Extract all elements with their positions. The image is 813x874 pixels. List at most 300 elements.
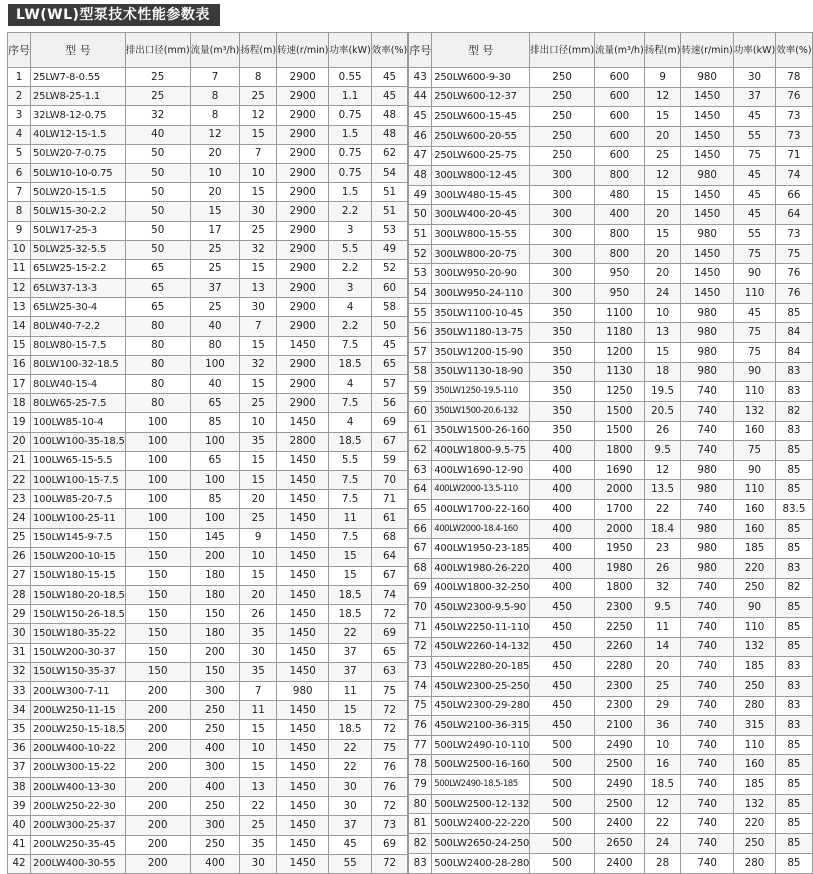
cell-head: 25 — [644, 676, 681, 696]
cell-power: 4 — [329, 413, 371, 432]
cell-head: 10 — [240, 739, 277, 758]
cell-flow: 10 — [190, 163, 240, 182]
cell-speed: 980 — [681, 460, 733, 480]
cell-head: 10 — [240, 413, 277, 432]
cell-caliber: 200 — [125, 758, 190, 777]
cell-no: 22 — [8, 470, 31, 489]
cell-model: 400LW1800-9.5-75 — [432, 441, 530, 461]
cell-head: 12 — [644, 794, 681, 814]
cell-model: 450LW2250-11-110 — [432, 617, 530, 637]
table-row — [8, 777, 408, 796]
cell-no: 70 — [409, 598, 432, 618]
table-row — [409, 735, 812, 755]
cell-model: 50LW10-10-0.75 — [31, 163, 126, 182]
cell-caliber: 25 — [125, 68, 190, 87]
cell-no: 30 — [8, 624, 31, 643]
cell-efficiency: 71 — [371, 490, 407, 509]
table-row — [409, 126, 812, 146]
cell-head: 22 — [644, 500, 681, 520]
cell-no: 42 — [8, 854, 31, 873]
cell-efficiency: 85 — [776, 460, 812, 480]
cell-model: 150LW180-15-15 — [31, 566, 126, 585]
cell-caliber: 250 — [530, 107, 595, 127]
cell-flow: 2000 — [595, 480, 645, 500]
cell-speed: 1450 — [277, 739, 329, 758]
cell-caliber: 400 — [530, 460, 595, 480]
cell-flow: 2000 — [595, 519, 645, 539]
table-row — [409, 519, 812, 539]
cell-head: 9 — [644, 68, 681, 88]
cell-speed: 740 — [681, 833, 733, 853]
cell-efficiency: 83.5 — [776, 500, 812, 520]
cell-no: 72 — [409, 637, 432, 657]
table-row — [409, 637, 812, 657]
cell-no: 5 — [8, 144, 31, 163]
cell-model: 50LW17-25-3 — [31, 221, 126, 240]
cell-no: 16 — [8, 355, 31, 374]
cell-efficiency: 85 — [776, 853, 812, 873]
cell-power: 75 — [733, 342, 775, 362]
cell-efficiency: 45 — [371, 68, 407, 87]
cell-head: 13 — [644, 323, 681, 343]
cell-flow: 2500 — [595, 794, 645, 814]
table-row — [409, 342, 812, 362]
cell-speed: 1450 — [681, 185, 733, 205]
cell-no: 40 — [8, 816, 31, 835]
cell-flow: 25 — [190, 259, 240, 278]
cell-model: 450LW2300-9.5-90 — [432, 598, 530, 618]
cell-flow: 25 — [190, 240, 240, 259]
cell-efficiency: 61 — [371, 509, 407, 528]
cell-power: 5.5 — [329, 240, 371, 259]
header-flow: 流量(m³/h) — [595, 33, 645, 68]
header-speed: 转速(r/min) — [681, 33, 733, 68]
cell-caliber: 400 — [530, 519, 595, 539]
cell-efficiency: 64 — [776, 205, 812, 225]
cell-power: 55 — [329, 854, 371, 873]
cell-head: 10 — [240, 547, 277, 566]
cell-model: 40LW12-15-1.5 — [31, 125, 126, 144]
cell-no: 33 — [8, 682, 31, 701]
cell-no: 81 — [409, 814, 432, 834]
cell-efficiency: 48 — [371, 106, 407, 125]
cell-efficiency: 85 — [776, 519, 812, 539]
cell-no: 73 — [409, 657, 432, 677]
cell-model: 350LW1500-20.6-132 — [432, 401, 530, 421]
cell-flow: 2300 — [595, 598, 645, 618]
cell-speed: 740 — [681, 500, 733, 520]
cell-power: 18.5 — [329, 586, 371, 605]
cell-speed: 1450 — [277, 451, 329, 470]
cell-speed: 2900 — [277, 183, 329, 202]
cell-model: 400LW1950-23-185 — [432, 539, 530, 559]
cell-model: 450LW2260-14-132 — [432, 637, 530, 657]
cell-caliber: 40 — [125, 125, 190, 144]
cell-flow: 400 — [595, 205, 645, 225]
cell-caliber: 300 — [530, 166, 595, 186]
cell-speed: 740 — [681, 755, 733, 775]
cell-speed: 2900 — [277, 106, 329, 125]
cell-caliber: 80 — [125, 355, 190, 374]
cell-caliber: 350 — [530, 323, 595, 343]
cell-speed: 980 — [681, 303, 733, 323]
cell-head: 7 — [240, 682, 277, 701]
cell-efficiency: 64 — [371, 547, 407, 566]
cell-power: 18.5 — [329, 720, 371, 739]
cell-flow: 250 — [190, 701, 240, 720]
cell-head: 10 — [644, 735, 681, 755]
table-row — [8, 144, 408, 163]
cell-no: 53 — [409, 264, 432, 284]
cell-model: 300LW800-20-75 — [432, 244, 530, 264]
cell-caliber: 300 — [530, 205, 595, 225]
cell-efficiency: 57 — [371, 375, 407, 394]
cell-speed: 980 — [681, 342, 733, 362]
cell-efficiency: 48 — [371, 125, 407, 144]
cell-speed: 1450 — [277, 777, 329, 796]
cell-speed: 2800 — [277, 432, 329, 451]
table-row — [409, 480, 812, 500]
cell-no: 78 — [409, 755, 432, 775]
cell-power: 22 — [329, 758, 371, 777]
cell-speed: 2900 — [277, 298, 329, 317]
cell-head: 15 — [644, 107, 681, 127]
cell-flow: 2280 — [595, 657, 645, 677]
cell-speed: 740 — [681, 382, 733, 402]
cell-flow: 2300 — [595, 696, 645, 716]
cell-caliber: 250 — [530, 126, 595, 146]
table-row — [8, 547, 408, 566]
table-row — [409, 146, 812, 166]
table-row — [8, 298, 408, 317]
cell-caliber: 300 — [530, 244, 595, 264]
cell-efficiency: 58 — [371, 298, 407, 317]
cell-speed: 1450 — [277, 701, 329, 720]
table-row — [8, 624, 408, 643]
cell-head: 29 — [644, 696, 681, 716]
cell-caliber: 350 — [530, 362, 595, 382]
cell-no: 80 — [409, 794, 432, 814]
cell-power: 37 — [329, 816, 371, 835]
cell-speed: 980 — [681, 225, 733, 245]
cell-power: 11 — [329, 682, 371, 701]
cell-head: 20 — [240, 586, 277, 605]
table-row — [409, 696, 812, 716]
cell-speed: 740 — [681, 676, 733, 696]
cell-flow: 1800 — [595, 578, 645, 598]
cell-power: 18.5 — [329, 355, 371, 374]
cell-speed: 1450 — [681, 126, 733, 146]
table-row — [8, 259, 408, 278]
cell-caliber: 65 — [125, 298, 190, 317]
cell-speed: 2900 — [277, 279, 329, 298]
cell-model: 150LW200-30-37 — [31, 643, 126, 662]
table-row — [409, 853, 812, 873]
cell-model: 500LW2650-24-250 — [432, 833, 530, 853]
cell-model: 80LW65-25-7.5 — [31, 394, 126, 413]
table-row — [409, 578, 812, 598]
table-body-left — [8, 68, 408, 874]
cell-flow: 2300 — [595, 676, 645, 696]
cell-power: 160 — [733, 500, 775, 520]
cell-no: 67 — [409, 539, 432, 559]
cell-speed: 740 — [681, 401, 733, 421]
cell-head: 25 — [240, 221, 277, 240]
cell-head: 30 — [240, 854, 277, 873]
cell-efficiency: 65 — [371, 643, 407, 662]
cell-head: 24 — [644, 833, 681, 853]
cell-model: 200LW250-35-45 — [31, 835, 126, 854]
cell-efficiency: 66 — [776, 185, 812, 205]
cell-model: 150LW150-26-18.5 — [31, 605, 126, 624]
cell-model: 65LW25-30-4 — [31, 298, 126, 317]
table-row — [8, 816, 408, 835]
table-row — [409, 559, 812, 579]
cell-model: 300LW950-20-90 — [432, 264, 530, 284]
cell-caliber: 150 — [125, 662, 190, 681]
cell-efficiency: 82 — [776, 401, 812, 421]
cell-speed: 1450 — [277, 547, 329, 566]
cell-model: 300LW800-15-55 — [432, 225, 530, 245]
cell-model: 32LW8-12-0.75 — [31, 106, 126, 125]
cell-model: 100LW100-35-18.5 — [31, 432, 126, 451]
cell-model: 500LW2400-28-280 — [432, 853, 530, 873]
cell-model: 80LW40-15-4 — [31, 375, 126, 394]
header-model: 型 号 — [31, 33, 126, 68]
cell-model: 25LW7-8-0.55 — [31, 68, 126, 87]
cell-no: 69 — [409, 578, 432, 598]
table-row — [8, 566, 408, 585]
table-row — [8, 797, 408, 816]
cell-no: 58 — [409, 362, 432, 382]
cell-model: 400LW2000-13.5-110 — [432, 480, 530, 500]
cell-speed: 1450 — [681, 107, 733, 127]
cell-model: 200LW300-7-11 — [31, 682, 126, 701]
cell-no: 77 — [409, 735, 432, 755]
cell-model: 350LW1200-15-90 — [432, 342, 530, 362]
cell-speed: 980 — [681, 519, 733, 539]
cell-head: 25 — [240, 87, 277, 106]
cell-model: 250LW600-25-75 — [432, 146, 530, 166]
cell-caliber: 200 — [125, 777, 190, 796]
header-efficiency: 效率(%) — [371, 33, 407, 68]
cell-head: 36 — [644, 716, 681, 736]
cell-caliber: 200 — [125, 720, 190, 739]
cell-no: 32 — [8, 662, 31, 681]
cell-head: 23 — [644, 539, 681, 559]
cell-power: 220 — [733, 814, 775, 834]
cell-caliber: 150 — [125, 586, 190, 605]
cell-no: 35 — [8, 720, 31, 739]
cell-power: 1.1 — [329, 87, 371, 106]
table-row — [409, 225, 812, 245]
cell-no: 65 — [409, 500, 432, 520]
cell-speed: 2900 — [277, 221, 329, 240]
cell-speed: 1450 — [277, 509, 329, 528]
cell-head: 18.4 — [644, 519, 681, 539]
cell-head: 11 — [240, 701, 277, 720]
cell-no: 8 — [8, 202, 31, 221]
cell-head: 20 — [240, 490, 277, 509]
cell-head: 15 — [644, 225, 681, 245]
cell-efficiency: 85 — [776, 735, 812, 755]
cell-flow: 1980 — [595, 559, 645, 579]
cell-model: 300LW950-24-110 — [432, 284, 530, 304]
table-row — [409, 284, 812, 304]
cell-head: 30 — [240, 643, 277, 662]
cell-speed: 1450 — [681, 244, 733, 264]
cell-no: 2 — [8, 87, 31, 106]
cell-flow: 300 — [190, 682, 240, 701]
cell-flow: 1700 — [595, 500, 645, 520]
cell-speed: 980 — [681, 166, 733, 186]
cell-efficiency: 62 — [371, 144, 407, 163]
table-row — [8, 854, 408, 873]
cell-no: 17 — [8, 375, 31, 394]
cell-no: 13 — [8, 298, 31, 317]
cell-power: 0.55 — [329, 68, 371, 87]
table-row — [409, 755, 812, 775]
cell-speed: 980 — [681, 362, 733, 382]
cell-model: 450LW2280-20-185 — [432, 657, 530, 677]
cell-model: 350LW1100-10-45 — [432, 303, 530, 323]
cell-head: 11 — [644, 617, 681, 637]
cell-flow: 180 — [190, 586, 240, 605]
cell-no: 11 — [8, 259, 31, 278]
cell-flow: 200 — [190, 643, 240, 662]
cell-efficiency: 50 — [371, 317, 407, 336]
cell-efficiency: 76 — [776, 87, 812, 107]
cell-caliber: 50 — [125, 221, 190, 240]
cell-speed: 740 — [681, 617, 733, 637]
cell-speed: 980 — [277, 682, 329, 701]
cell-caliber: 50 — [125, 144, 190, 163]
cell-caliber: 65 — [125, 259, 190, 278]
cell-caliber: 100 — [125, 470, 190, 489]
cell-model: 200LW400-30-55 — [31, 854, 126, 873]
cell-speed: 980 — [681, 68, 733, 88]
cell-power: 45 — [733, 185, 775, 205]
cell-flow: 7 — [190, 68, 240, 87]
cell-speed: 1450 — [681, 146, 733, 166]
cell-power: 1.5 — [329, 125, 371, 144]
cell-efficiency: 83 — [776, 382, 812, 402]
cell-caliber: 200 — [125, 797, 190, 816]
cell-flow: 65 — [190, 451, 240, 470]
cell-flow: 85 — [190, 413, 240, 432]
cell-efficiency: 76 — [371, 758, 407, 777]
cell-no: 66 — [409, 519, 432, 539]
cell-head: 32 — [644, 578, 681, 598]
cell-efficiency: 84 — [776, 342, 812, 362]
cell-model: 500LW2490-18.5-185 — [432, 775, 530, 795]
cell-head: 14 — [644, 637, 681, 657]
table-row — [8, 470, 408, 489]
cell-power: 110 — [733, 617, 775, 637]
table-row — [409, 323, 812, 343]
cell-speed: 1450 — [277, 720, 329, 739]
cell-speed: 740 — [681, 853, 733, 873]
cell-no: 27 — [8, 566, 31, 585]
cell-power: 7.5 — [329, 470, 371, 489]
table-header-row — [8, 33, 408, 68]
cell-power: 220 — [733, 559, 775, 579]
cell-caliber: 150 — [125, 605, 190, 624]
table-row — [8, 605, 408, 624]
cell-no: 50 — [409, 205, 432, 225]
cell-efficiency: 71 — [776, 146, 812, 166]
cell-caliber: 350 — [530, 401, 595, 421]
cell-flow: 600 — [595, 126, 645, 146]
cell-model: 400LW2000-18.4-160 — [432, 519, 530, 539]
cell-power: 160 — [733, 421, 775, 441]
table-row — [8, 490, 408, 509]
cell-flow: 100 — [190, 509, 240, 528]
cell-head: 12 — [644, 87, 681, 107]
cell-head: 30 — [240, 202, 277, 221]
cell-efficiency: 85 — [776, 441, 812, 461]
cell-speed: 740 — [681, 637, 733, 657]
table-row — [8, 758, 408, 777]
cell-speed: 1450 — [277, 413, 329, 432]
cell-model: 200LW400-13-30 — [31, 777, 126, 796]
cell-flow: 40 — [190, 375, 240, 394]
cell-model: 500LW2500-16-160 — [432, 755, 530, 775]
cell-no: 61 — [409, 421, 432, 441]
cell-no: 37 — [8, 758, 31, 777]
cell-power: 15 — [329, 566, 371, 585]
cell-model: 200LW250-15-18.5 — [31, 720, 126, 739]
cell-caliber: 350 — [530, 421, 595, 441]
cell-speed: 2900 — [277, 163, 329, 182]
cell-speed: 740 — [681, 657, 733, 677]
cell-head: 13 — [240, 777, 277, 796]
cell-no: 36 — [8, 739, 31, 758]
cell-flow: 600 — [595, 146, 645, 166]
table-body-right — [409, 68, 812, 874]
table-row — [409, 205, 812, 225]
cell-power: 2.2 — [329, 317, 371, 336]
cell-no: 15 — [8, 336, 31, 355]
cell-power: 22 — [329, 739, 371, 758]
table-row — [409, 244, 812, 264]
cell-head: 9.5 — [644, 598, 681, 618]
cell-model: 100LW85-20-7.5 — [31, 490, 126, 509]
cell-model: 100LW100-25-11 — [31, 509, 126, 528]
cell-efficiency: 52 — [371, 259, 407, 278]
cell-caliber: 50 — [125, 183, 190, 202]
cell-speed: 1450 — [277, 605, 329, 624]
cell-efficiency: 70 — [371, 470, 407, 489]
cell-caliber: 450 — [530, 657, 595, 677]
cell-head: 9 — [240, 528, 277, 547]
header-power: 功率(kW) — [329, 33, 371, 68]
cell-speed: 740 — [681, 441, 733, 461]
cell-head: 22 — [240, 797, 277, 816]
cell-power: 160 — [733, 755, 775, 775]
cell-flow: 8 — [190, 87, 240, 106]
cell-no: 43 — [409, 68, 432, 88]
cell-efficiency: 72 — [371, 797, 407, 816]
cell-power: 7.5 — [329, 490, 371, 509]
cell-model: 250LW600-12-37 — [432, 87, 530, 107]
cell-no: 41 — [8, 835, 31, 854]
cell-caliber: 400 — [530, 578, 595, 598]
table-row — [8, 336, 408, 355]
cell-no: 44 — [409, 87, 432, 107]
cell-efficiency: 83 — [776, 421, 812, 441]
cell-speed: 2900 — [277, 87, 329, 106]
